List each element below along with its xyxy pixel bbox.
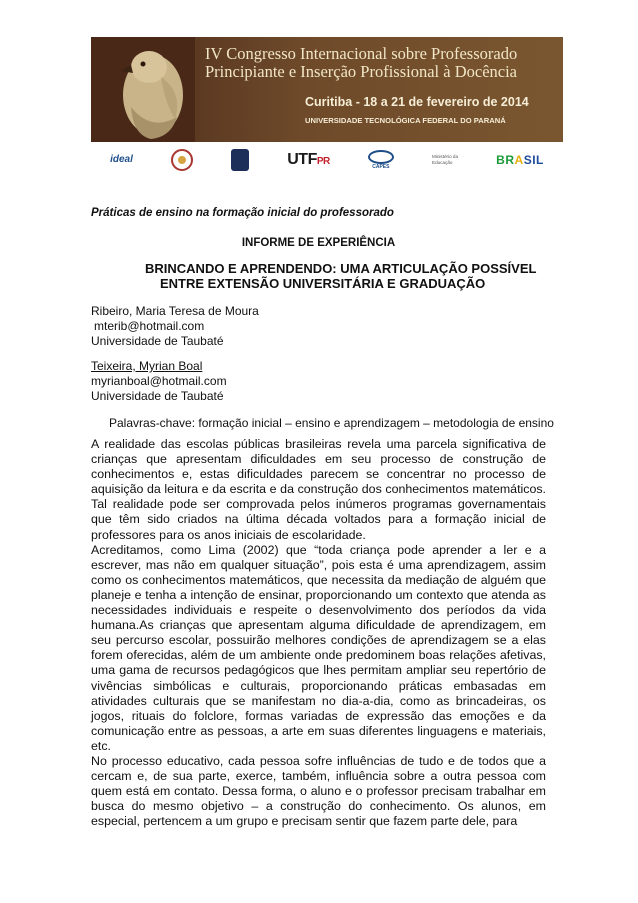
paper-title-line2: ENTRE EXTENSÃO UNIVERSITÁRIA E GRADUAÇÃO bbox=[160, 276, 486, 291]
utfpr-logo bbox=[287, 151, 330, 169]
ministry-logo bbox=[432, 154, 458, 165]
author-2-institution: Universidade de Taubaté bbox=[91, 389, 224, 403]
paragraph-1: A realidade das escolas públicas brasileiras revela uma parcela significativa de crianças que apresentam dificuldades em seu processo de construção de conhecimentos e, estas dificuldades parecem se concentrar no processo de aquisição da leitura e da escrita e da construção dos conhecimentos matemáticos. Tal realidade pode ser comprovada pelos inúmeros programas governamentais que têm sido criados na última década voltados para a formação inicial de professores para os anos iniciais de escolaridade. bbox=[91, 437, 546, 542]
author-1-institution: Universidade de Taubaté bbox=[91, 334, 224, 348]
brasil-logo: BRASIL bbox=[496, 152, 544, 167]
banner-university: UNIVERSIDADE TECNOLÓGICA FEDERAL DO PARANÁ bbox=[305, 116, 506, 125]
submission-type: INFORME DE EXPERIÊNCIA bbox=[241, 237, 396, 249]
author-2-email: myrianboal@hotmail.com bbox=[91, 374, 227, 388]
paper-title-line1: BRINCANDO E APRENDENDO: UMA ARTICULAÇÃO POSSÍVEL bbox=[145, 261, 537, 276]
banner-title-line1: IV Congresso Internacional sobre Professorado bbox=[205, 44, 518, 63]
ideal-logo: ideal bbox=[110, 154, 133, 165]
author-2-name: Teixeira, Myrian Boal bbox=[91, 359, 203, 373]
utf-text: UTF bbox=[287, 150, 317, 168]
capes-text: CAPES bbox=[372, 163, 390, 170]
author-1-email: mterib@hotmail.com bbox=[94, 319, 205, 333]
paragraph-3: No processo educativo, cada pessoa sofre influências de tudo e de todos que a cercam e, de sua parte, exerce, também, influência sobre a outra pessoa com quem está em contato. Dessa forma, o aluno e o professor precisam trabalhar em busca do mesmo objetivo – a construção do conhecimento. Os alunos, em especial, pertencem a um grupo e precisam sentir que fazem parte dele, para bbox=[91, 753, 546, 829]
author-1-name: Ribeiro, Maria Teresa de Moura bbox=[91, 304, 259, 318]
banner-title-line2: Principiante e Inserção Profissional à Docência bbox=[205, 62, 518, 81]
body-text bbox=[91, 437, 546, 829]
banner-title bbox=[205, 45, 517, 81]
capes-logo bbox=[368, 150, 394, 170]
department-logo bbox=[231, 149, 249, 171]
pr-text: PR bbox=[316, 155, 330, 167]
bird-illustration bbox=[91, 37, 195, 142]
sponsor-logos bbox=[91, 142, 563, 177]
paragraph-2: Acreditamos, como Lima (2002) que “toda criança pode aprender a ler e a escrever, mas não em qualquer situação”, pois esta é uma aprendizagem, assim como os conhecimentos matemáticos, que necessita da mediação de alguém que planeje e tenha a intenção de ensinar, proporcionando um contexto que atenda as necessidades individuais e respeite o desenvolvimento dos períodos da vida humana.As crianças que apresentam alguma dificuldade de aprendizagem, em seu percurso escolar, possuirão melhores condições de aprendizagem se a elas forem oferecidas, além de um ambiente onde predominem boas relações afetivas, uma gama de recursos pedagógicos que lhes permitam ampliar seu repertório de vivências simbólicas e culturais, proporcionando práticas embasadas em atividades culturais que se manifestam no dia-a-dia, como as brincadeiras, os jogos, rituais do folclore, formas variadas de expressão das emoções e da comunicação entre as pessoas, a arte em suas diferentes linguagens e materiais, etc. bbox=[91, 542, 546, 753]
keywords: Palavras-chave: formação inicial – ensino e aprendizagem – metodologia de ensino bbox=[109, 416, 554, 430]
capes-eye-icon bbox=[368, 150, 394, 164]
thematic-axis: Práticas de ensino na formação inicial do professorado bbox=[91, 207, 394, 219]
university-seal-logo bbox=[171, 149, 193, 171]
banner-date: Curitiba - 18 a 21 de fevereiro de 2014 bbox=[305, 95, 529, 109]
congress-banner bbox=[91, 37, 563, 177]
ministry-line2: Educação bbox=[432, 159, 453, 165]
ministry-line1: Ministério da bbox=[432, 154, 459, 159]
